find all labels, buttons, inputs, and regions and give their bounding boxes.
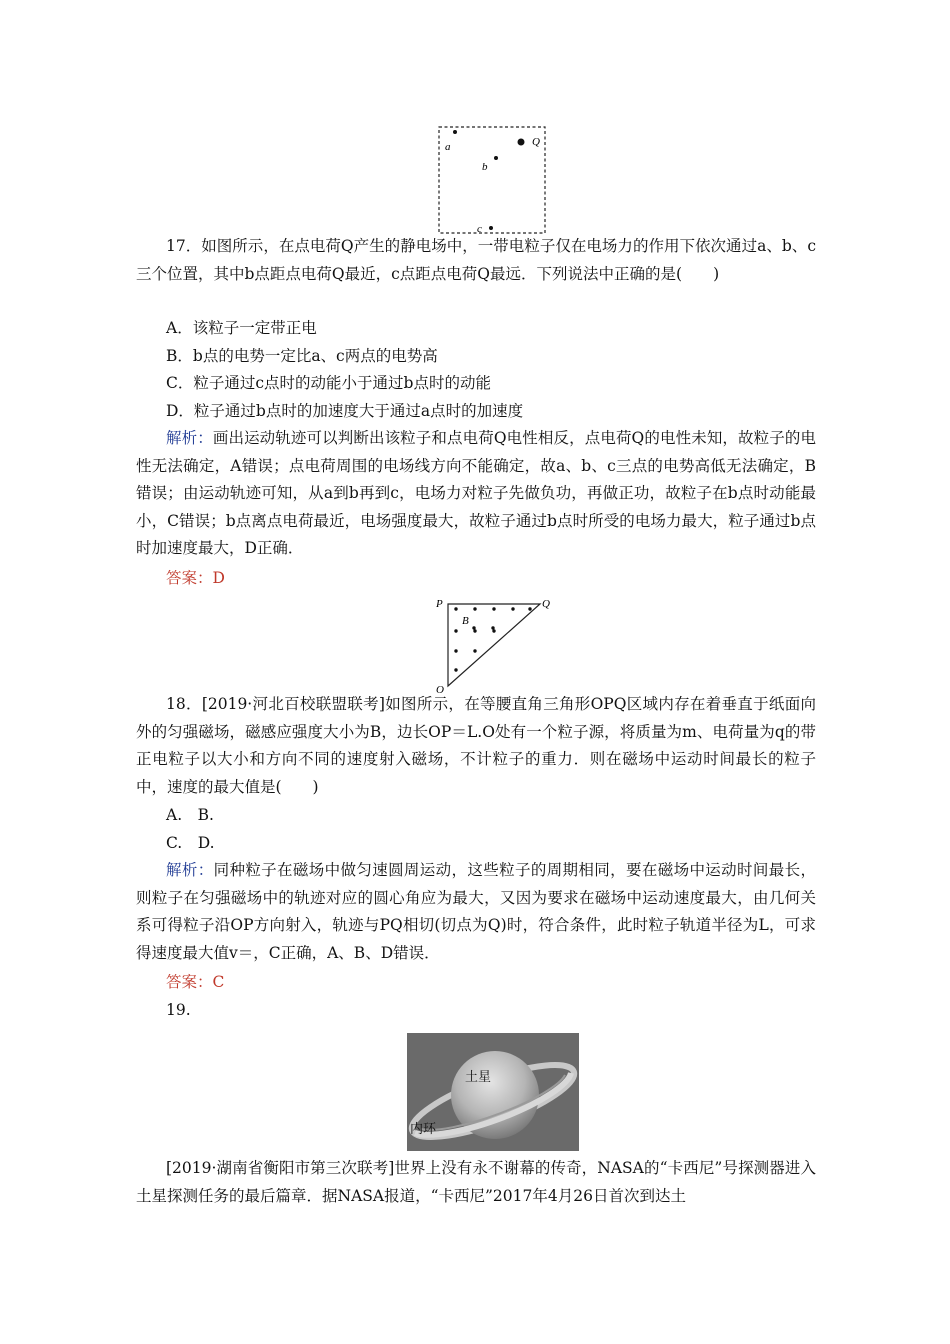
q17-option-b: B．b点的电势一定比a、c两点的电势高 <box>166 347 438 365</box>
charge-q-dot <box>518 139 525 146</box>
point-a <box>453 130 457 134</box>
q19-number: 19. <box>166 1001 191 1019</box>
label-b: B <box>462 615 469 627</box>
q17-option-a: A．该粒子一定带正电 <box>166 319 317 337</box>
q19-saturn-figure <box>407 1033 579 1151</box>
label-c: c <box>477 223 482 235</box>
label-b: b <box>482 161 488 173</box>
point-c <box>489 226 493 230</box>
point-b <box>494 156 498 160</box>
q18-options-cd: C. D. <box>166 834 215 852</box>
q18-stem: 18．[2019·河北百校联盟联考]如图所示，在等腰直角三角形OPQ区域内存在着垂直于纸面向外的匀强磁场，磁感应强度大小为B，边长OP＝L.O处有一个粒子源，将质量为m、电荷量为q的带正电粒子以大小和方向不同的速度射入磁场，不计粒子的重力．则在磁场中运动时间最长的粒子中，速度的最大值是( ) <box>136 695 816 796</box>
q18-analysis <box>136 857 816 967</box>
q17-analysis <box>136 425 816 563</box>
dashed-frame <box>439 127 545 233</box>
analysis-label: 解析： <box>166 861 214 879</box>
q17-answer: 答案：D <box>166 569 225 587</box>
label-o: O <box>436 684 444 694</box>
q17-stem: 17．如图所示，在点电荷Q产生的静电场中，一带电粒子仅在电场力的作用下依次通过a、b、c三个位置，其中b点距点电荷Q最近，c点距点电荷Q最远．下列说法中正确的是( ) <box>136 237 816 283</box>
q17-option-c: C．粒子通过c点时的动能小于通过b点时的动能 <box>166 374 491 392</box>
label-inner-ring: 内环 <box>410 1122 437 1137</box>
analysis-text: 画出运动轨迹可以判断出该粒子和点电荷Q电性相反，点电荷Q的电性未知，故粒子的电性无法确定，A错误；点电荷周围的电场线方向不能确定，故a、b、c三点的电势高低无法确定，B错误；由运动轨迹可知，从a到b再到c，电场力对粒子先做负功，再做正功，故粒子在b点时动能最小，C错误；b点离点电荷最近，电场强度最大，故粒子通过b点时所受的电场力最大，粒子通过b点时加速度最大，D正确． <box>136 429 816 557</box>
label-p: P <box>436 598 443 610</box>
q18-options-ab: A. B. <box>166 806 214 824</box>
label-q: Q <box>532 136 540 148</box>
q18-figure <box>428 594 558 694</box>
q18-answer: 答案：C <box>166 973 225 991</box>
saturn-planet <box>451 1051 539 1139</box>
q19-stem: [2019·湖南省衡阳市第三次联考]世界上没有永不谢幕的传奇，NASA的“卡西尼”号探测器进入土星探测任务的最后篇章．据NASA报道，“卡西尼”2017年4月26日首次到达土 <box>136 1159 816 1205</box>
q17-figure <box>436 124 548 236</box>
label-q: Q <box>542 598 550 610</box>
q17-option-d: D．粒子通过b点时的加速度大于通过a点时的加速度 <box>166 402 524 420</box>
analysis-text: 同种粒子在磁场中做匀速圆周运动，这些粒子的周期相同，要在磁场中运动时间最长，则粒子在匀强磁场中的轨迹对应的圆心角应为最大，又因为要求在磁场中运动速度最大，由几何关系可得粒子沿OP方向射入，轨迹与PQ相切(切点为Q)时，符合条件，此时粒子轨道半径为L，可求得速度最大值v＝，C正确，A、B、D错误． <box>136 861 816 962</box>
label-a: a <box>445 141 451 153</box>
label-saturn: 土星 <box>465 1070 492 1085</box>
analysis-label: 解析： <box>166 429 213 447</box>
